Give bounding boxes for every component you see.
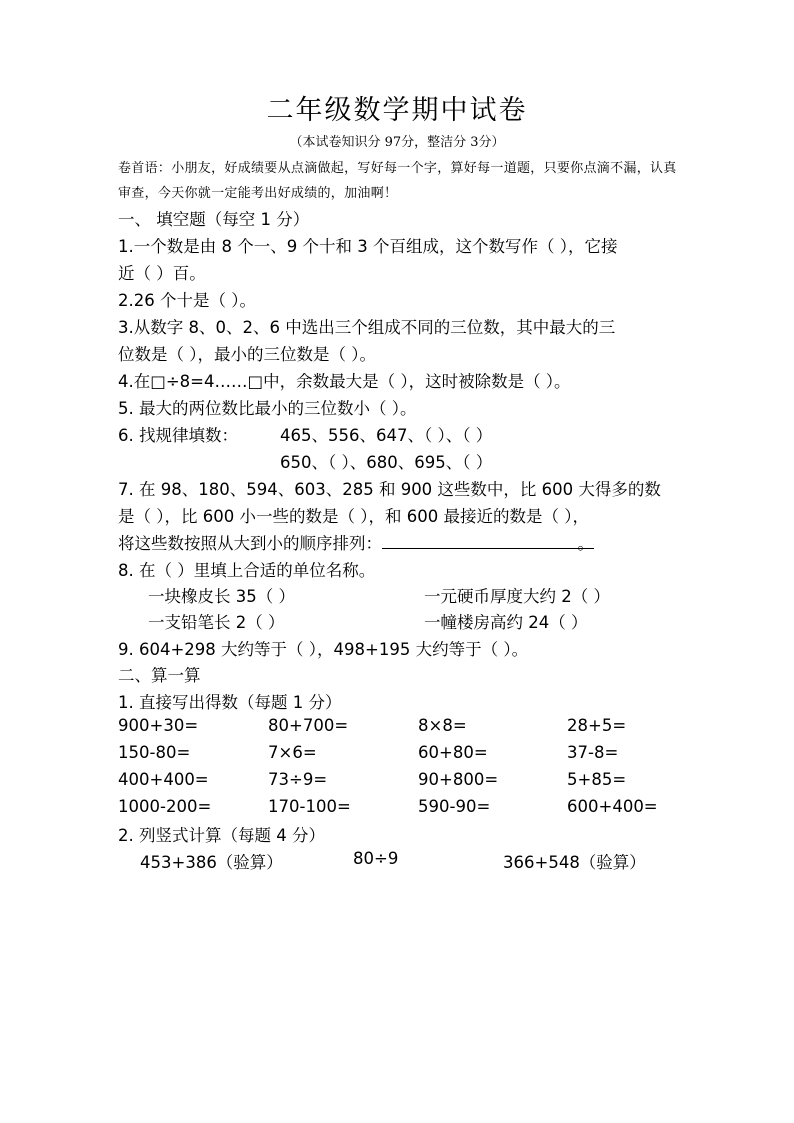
intro-text: 卷首语：小朋友，好成绩要从点滴做起，写好每一个字，算好每一道题，只要你点滴不漏，认真审查，今天你就一定能考出好成绩的，加油啊！ [118,161,677,201]
calc-item: 5+85= [567,770,627,789]
question-7-line1: 7. 在 98、180、594、603、285 和 900 这些数中，比 600 大得多的数 [118,480,661,499]
calc-item: 1000-200= [118,797,212,816]
calc-item: 80+700= [268,716,349,735]
question-6-label: 6. 找规律填数： [118,426,238,445]
calc-item: 150-80= [118,743,191,762]
vertical-calc-item: 366+548（验算） [503,853,646,872]
calc-item: 590-90= [418,797,491,816]
question-1-line2: 近（ ）百。 [118,264,206,283]
calc-item: 37-8= [567,743,619,762]
calc-item: 8×8= [418,716,467,735]
question-8-item: 一元硬币厚度大约 2（ ） [424,587,610,606]
question-6-row1: 465、556、647、（ ）、（ ） [280,426,493,445]
section2-sub2: 2. 列竖式计算（每题 4 分） [118,826,325,845]
question-8-item: 一支铅笔长 2（ ） [148,613,285,632]
question-8-item: 一幢楼房高约 24（ ） [424,613,588,632]
question-2: 2.26 个十是（ ）。 [118,291,256,310]
section2-sub1: 1. 直接写出得数（每题 1 分） [118,693,342,712]
question-9: 9. 604+298 大约等于（ ），498+195 大约等于（ ）。 [118,640,529,659]
answer-blank [382,530,594,553]
question-8-item: 一块橡皮长 35（ ） [148,587,295,606]
calc-item: 60+80= [418,743,488,762]
question-3-line1: 3.从数字 8、0、2、6 中选出三个组成不同的三位数，其中最大的三 [118,318,616,337]
calc-item: 7×6= [268,743,317,762]
question-6-row2: 650、（ ）、680、695、（ ） [280,453,493,472]
question-5: 5. 最大的两位数比最小的三位数小（ ）。 [118,399,417,418]
section2-heading: 二、算一算 [118,666,201,685]
question-7-line2: 是（ ），比 600 小一些的数是（ ），和 600 最接近的数是（ ）， [118,507,589,526]
calc-item: 600+400= [567,797,658,816]
question-7-line3-text: 将这些数按照从大到小的顺序排列： [118,534,382,553]
calc-item: 900+30= [118,716,199,735]
vertical-calc-item: 80÷9 [353,849,399,868]
score-note: （本试卷知识分 97分，整洁分 3分） [289,135,505,150]
question-1-line1: 1.一个数是由 8 个一、9 个十和 3 个百组成，这个数写作（ ），它接 [118,237,618,256]
calc-item: 170-100= [268,797,351,816]
question-4: 4.在□÷8=4……□中，余数最大是（ ），这时被除数是（ ）。 [118,372,571,391]
page-title: 二年级数学期中试卷 [266,95,528,126]
calc-item: 28+5= [567,716,627,735]
section1-heading: 一、 填空题（每空 1 分） [118,210,310,229]
question-7-line3 [118,530,594,554]
calc-item: 90+800= [418,770,499,789]
calc-item: 73÷9= [268,770,328,789]
calc-item: 400+400= [118,770,209,789]
question-3-line2: 位数是（ ），最小的三位数是（ ）。 [118,345,376,364]
answer-blank-end: 。 [577,534,594,553]
question-8: 8. 在（ ）里填上合适的单位名称。 [118,561,376,580]
vertical-calc-item: 453+386（验算） [140,853,283,872]
